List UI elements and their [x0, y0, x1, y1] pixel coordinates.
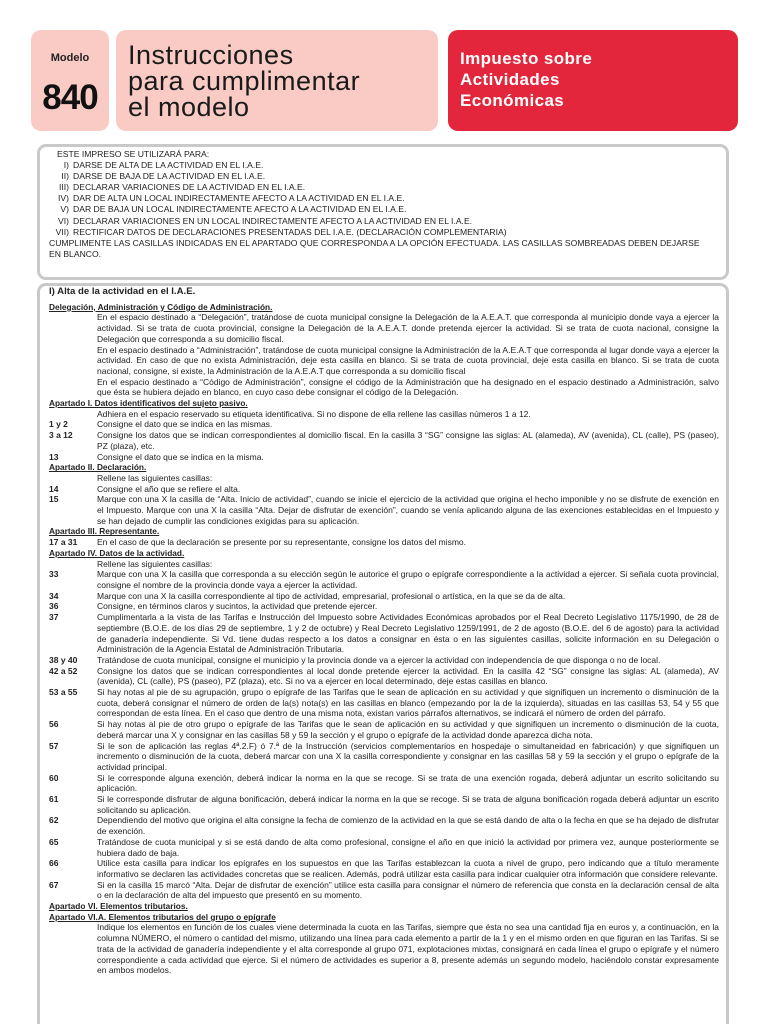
subsection-heading: Apartado VI.A. Elementos tributarios del grupo o epígrafe [49, 911, 276, 922]
casilla-number: 3 a 12 [49, 430, 73, 441]
paragraph: Adhiera en el espacio reservado su etiqueta identificativa. Si no dispone de ella rellene las casillas números 1 a 12. [97, 408, 531, 419]
main-section [49, 287, 719, 976]
casilla-description: Consigne el año que se refiere el alta. [97, 483, 241, 494]
intro-item-text: DARSE DE BAJA DE LA ACTIVIDAD EN EL I.A.E. [73, 171, 266, 182]
intro-closing-cont: EN BLANCO. [49, 248, 102, 259]
casilla-description: En el caso de que la declaración se presente por su representante, consigne los datos del mismo. [97, 537, 467, 548]
paragraph: Indique los elementos en función de los cuales viene determinada la cuota en las Tarifas, siempre que ésta no sea una cantidad fija en euros y, a continuación, en la columna NÚMERO, el número o cantidad del mismo, utilizando una línea para cada elemento a partir de la 1 y en el mismo orden en que figuran en las Tarifas. Si se trata de la actividad de ganadería independiente y el alta corresponde al grupo 071, explotaciones mixtas, consignará en cada línea el grupo o epígrafe y el número correspondiente a cada actividad que ejerce. Si el número de actividades es superior a 8, presente además un segundo modelo, haciéndolo constar expresamente en ambos modelos. [97, 922, 719, 976]
casilla-description: Consigne el dato que se indica en la misma. [97, 451, 264, 462]
intro-item-number: II) [61, 171, 69, 182]
casilla-item [49, 773, 719, 794]
intro-item-number: VII) [55, 226, 69, 237]
casilla-number: 33 [49, 569, 59, 580]
intro-item-number: V) [60, 204, 69, 215]
intro-item [49, 216, 719, 227]
casilla-description: Si hay notas al pie de otro grupo o epígrafe de las Tarifas que le sean de aplicación en su actividad y que signifiquen un incremento o disminución de la cuota, deberá marcar una X y consignar en las casillas 58 y 59 la sección y el grupo o epígrafe de la actividad donde aparezca dicha nota. [97, 719, 719, 740]
casilla-item [49, 815, 719, 836]
intro-item-number: I) [63, 160, 69, 171]
casilla-description: Consigne los datos que se indican correspondientes al domicilio fiscal. En la casilla 3 “SG” consigne las siglas: AL (alameda), AV (avenida), CL (calle), PS (paseo), PZ (plaza), etc. [97, 430, 719, 451]
title-line: Instrucciones [128, 40, 294, 70]
paragraph: En el espacio destinado a “Código de Administración”, consigne el código de la Administración que ha designado en el espacio destinado a Administración, salvo que ésta se hubiera dejado en blanco, en cuyo caso debe consignar el código de la Delegación. [97, 376, 719, 398]
casilla-number: 1 y 2 [49, 419, 68, 430]
casilla-description: Utilice esta casilla para indicar los epígrafes en los supuestos en que las Tarifas establezcan la cuota a nivel de grupo, pero indicando que a título meramente informativo se declaren las actividades concretas que se realicen. Además, podrá utilizar esta casilla para indicar cualquier otra información que considere relevante. [97, 858, 719, 879]
casilla-item [49, 601, 719, 612]
casilla-item [49, 666, 719, 687]
casilla-number: 57 [49, 740, 59, 751]
casilla-number: 67 [49, 879, 59, 890]
intro-item-text: DAR DE BAJA UN LOCAL INDIRECTAMENTE AFECTO A LA ACTIVIDAD EN EL I.A.E. [73, 204, 407, 215]
casilla-item [49, 719, 719, 740]
casilla-description: Marque con una X la casilla correspondiente al tipo de actividad, empresarial, profesional o artística, en la que se da de alta. [97, 590, 566, 601]
subsection-heading: Apartado I. Datos identificativos del sujeto pasivo. [49, 398, 248, 409]
casilla-number: 56 [49, 719, 59, 730]
paragraph: Rellene las siguientes casillas: [97, 472, 213, 483]
intro-section [49, 149, 719, 260]
casilla-number: 62 [49, 815, 59, 826]
subsection-heading: Apartado II. Declaración. [49, 462, 147, 473]
intro-item [49, 227, 719, 238]
modelo-box [31, 30, 109, 131]
casilla-description: Si le corresponde alguna exención, deberá indicar la norma en la que se recoge. Si se trata de una exención rogada, deberá adjuntar un escrito solicitando su aplicación. [97, 772, 719, 794]
casilla-item [49, 484, 719, 495]
intro-item-text: DARSE DE ALTA DE LA ACTIVIDAD EN EL I.A.E. [73, 160, 264, 171]
item-list [49, 484, 719, 527]
casilla-number: 34 [49, 590, 59, 601]
casilla-number: 13 [49, 451, 59, 462]
casilla-item [49, 655, 719, 666]
section-title: I) Alta de la actividad en el I.A.E. [49, 286, 196, 297]
casilla-description: Consigne, en términos claros y sucintos, la actividad que pretende ejercer. [97, 601, 378, 612]
tax-line: Actividades [460, 70, 560, 89]
page-title [128, 42, 360, 120]
subsection-heading: Apartado IV. Datos de la actividad. [49, 547, 185, 558]
casilla-description: Cumplimentarla a la vista de las Tarifas e Instrucción del Impuesto sobre Actividades Económicas aprobados por el Real Decreto Legislativo 1175/1990, de 28 de septiembre (B.O.E. de los días 29 de septiembre, 1 y 2 de octubre) y Real Decreto Legislativo 1259/1991, de 2 de agosto (B.O.E. del 6 de agosto) para la actividad de ganadería independiente. Si Vd. tiene dudas respecto a los datos a consignar en ésta o en las siguientes casillas, solicite información en su Delegación o Administración de la Agencia Estatal de Administración Tributaria. [97, 612, 719, 655]
casilla-number: 61 [49, 794, 59, 805]
casilla-item [49, 419, 719, 430]
subsection-heading: Apartado VI. Elementos tributarios. [49, 901, 188, 912]
intro-item-number: IV) [58, 193, 69, 204]
casilla-item [49, 612, 719, 655]
casilla-item [49, 858, 719, 879]
item-list [49, 537, 719, 548]
casilla-item [49, 569, 719, 590]
paragraph: En el espacio destinado a “Delegación”, tratándose de cuota municipal consigne la Delegación de la A.E.A.T. que corresponda al municipio donde vaya a ejercer la actividad. Si se trata de cuota provincial, consigne la Delegación de la A.E.A.T. donde pretenda ejercer la actividad. Si se trata de cuota nacional, consigne la Delegación que corresponda a su domicilio fiscal. [97, 312, 719, 344]
intro-item-text: RECTIFICAR DATOS DE DECLARACIONES PRESENTADAS DEL I.A.E. (DECLARACIÓN COMPLEMENTARIA) [73, 226, 507, 237]
casilla-number: 66 [49, 858, 59, 869]
title-line: para cumplimentar [128, 66, 361, 96]
subsection-heading: Apartado III. Representante. [49, 526, 160, 537]
intro-item-text: DECLARAR VARIACIONES EN UN LOCAL INDIRECTAMENTE AFECTO A LA ACTIVIDAD EN EL I.A.E. [73, 215, 473, 226]
casilla-number: 37 [49, 612, 59, 623]
casilla-number: 65 [49, 836, 59, 847]
intro-lead: ESTE IMPRESO SE UTILIZARÁ PARA: [57, 149, 210, 159]
casilla-description: Consigne los datos que se indican correspondientes al local donde pretende ejercer la actividad. En la casilla 42 “SG” consigne las siglas: AL (alameda), AV (avenida), CL (calle), PS (paseo), PZ (plaza), etc. Si no va a ejercer en local determinado, deje estas casillas en blanco. [97, 665, 719, 687]
intro-item-number: III) [58, 182, 69, 193]
title-box [116, 30, 438, 131]
tax-box [448, 30, 738, 131]
casilla-item [49, 741, 719, 773]
casilla-description: Si le son de aplicación las reglas 4ª.2.F) ó 7.ª de la Instrucción (servicios complementarios en hospedaje o simultaneidad en fabricación) y que signifiquen un incremento o disminución de la cuota, deberá marcar con una X la casilla correspondiente y consignar en las casillas 58 y 59 la sección y el grupo o epígrafe de la actividad principal. [97, 740, 719, 772]
modelo-label: Modelo [50, 52, 90, 64]
casilla-description: Si hay notas al pie de su agrupación, grupo o epígrafe de las Tarifas que le sean de aplicación en su actividad y que signifiquen un incremento o disminución de la cuota, deberá consignar el número de orden de la(s) nota(s) en las casillas en blanco (empezando por la de la izquierda), situadas en las casillas 53, 54 y 55 que correspondan de esta línea. En el caso que dentro de una misma nota, existan varios párrafos alternativos, se indicará el número de orden del párrafo. [97, 687, 719, 719]
casilla-description: Si en la casilla 15 marcó “Alta. Dejar de disfrutar de exención” utilice esta casilla para consignar el número de referencia que consta en la declaración censal de alta o en la declaración de alta del impuesto que presentó en su momento. [97, 879, 719, 901]
intro-item [49, 171, 719, 182]
casilla-number: 60 [49, 772, 59, 783]
intro-item [49, 160, 719, 171]
casilla-item [49, 430, 719, 451]
item-list [49, 419, 719, 462]
intro-closing: CUMPLIMENTE LAS CASILLAS INDICADAS EN EL APARTADO QUE CORRESPONDA A LA OPCIÓN EFECTUADA. LAS CASILLAS SOMBREADAS DEBEN DEJARSE [49, 237, 700, 248]
intro-item [49, 193, 719, 204]
paragraph: Rellene las siguientes casillas: [97, 558, 213, 569]
intro-item-text: DECLARAR VARIACIONES DE LA ACTIVIDAD EN EL I.A.E. [73, 182, 306, 193]
casilla-number: 15 [49, 494, 59, 505]
subsection-heading: Delegación, Administración y Código de Administración. [49, 301, 273, 312]
casilla-item [49, 687, 719, 719]
casilla-item [49, 494, 719, 526]
casilla-number: 42 a 52 [49, 665, 78, 676]
casilla-description: Tratándose de cuota municipal y si se está dando de alta como profesional, consigne el año en que inició la actividad por primera vez, aunque posteriormente se hubiera dado de baja. [97, 836, 719, 858]
casilla-item [49, 537, 719, 548]
tax-line: Económicas [460, 91, 565, 110]
casilla-number: 53 a 55 [49, 687, 78, 698]
tax-line: Impuesto sobre [460, 49, 593, 68]
modelo-number: 840 [42, 78, 98, 117]
item-list [49, 569, 719, 901]
intro-item-number: VI) [58, 215, 69, 226]
casilla-description: Marque con una X la casilla que corresponda a su elección según le autorice el grupo o epígrafe correspondiente a la actividad a ejercer. Si señala cuota provincial, consigne el nombre de la provincia donde vaya a ejercer la actividad. [97, 569, 719, 590]
casilla-item [49, 880, 719, 901]
intro-item-text: DAR DE ALTA UN LOCAL INDIRECTAMENTE AFECTO A LA ACTIVIDAD EN EL I.A.E. [73, 193, 405, 204]
casilla-number: 38 y 40 [49, 654, 78, 665]
intro-item [49, 182, 719, 193]
casilla-description: Dependiendo del motivo que origina el alta consigne la fecha de comienzo de la actividad en la que se está dando de alta o la fecha en que se ha dejado de disfrutar de exención. [97, 815, 719, 837]
casilla-item [49, 794, 719, 815]
casilla-number: 36 [49, 601, 59, 612]
casilla-description: Marque con una X la casilla de “Alta. Inicio de actividad”, cuando se inicie el ejercicio de la actividad que origina el hecho imponible y no se disfrute de exención en el Impuesto. Marque con una X la casilla “Alta. Dejar de disfrutar de exención”, cuando se venía aplicando alguna de las exenciones establecidas en el Impuesto y se han dejado de cumplir las condiciones exigidas para su aplicación. [97, 494, 719, 526]
casilla-number: 17 a 31 [49, 537, 78, 548]
intro-item [49, 204, 719, 215]
title-line: el modelo [128, 92, 250, 122]
casilla-number: 14 [49, 483, 59, 494]
casilla-item [49, 452, 719, 463]
casilla-description: Consigne el dato que se indica en las mismas. [97, 419, 273, 430]
tax-name [460, 48, 592, 111]
casilla-description: Tratándose de cuota municipal, consigne el municipio y la provincia donde va a ejercer la actividad con independencia de que disponga o no de local. [97, 654, 661, 665]
casilla-item [49, 591, 719, 602]
casilla-item [49, 837, 719, 858]
casilla-description: Si le corresponde disfrutar de alguna bonificación, deberá indicar la norma en la que se recoge. Si se trata de alguna bonificación rogada deberá adjuntar un escrito solicitando su aplicación. [97, 794, 719, 815]
paragraph: En el espacio destinado a “Administración”, tratándose de cuota municipal consigne la Administración de la A.E.A.T que corresponda al lugar donde vaya a ejercer la actividad. En caso de que no exista Administración, deje esta casilla en blanco. Si se trata de cuota provincial, deje esta casilla en blanco. Si se trata de cuota nacional, consigne, si existe, la Administración de la A.E.A.T que corresponda a su domicilio fiscal [97, 344, 719, 376]
